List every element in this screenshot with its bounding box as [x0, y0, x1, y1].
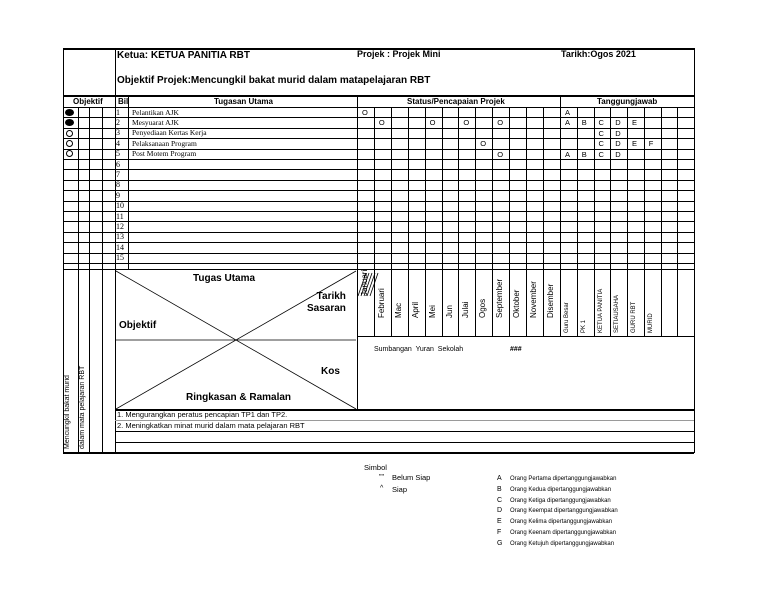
objektif-projek-label: Objektif Projek:Mencungkil bakat murid dalam matapelajaran RBT — [117, 75, 431, 86]
month-label: November — [529, 281, 538, 318]
legend-code: A — [497, 475, 502, 482]
legend-text: Orang Ketiga dipertanggungjawabkan — [510, 497, 611, 504]
task-bil: 15 — [116, 253, 124, 263]
kos-label: Sumbangan Yuran Sekolah — [374, 346, 464, 353]
x-ringkasan: Ringkasan & Ramalan — [186, 392, 292, 403]
task-name: Post Motem Program — [132, 149, 197, 159]
objektif-vertical-2: dalam mata pelajaran RBT — [79, 365, 86, 449]
task-bil: 1 — [116, 107, 120, 117]
ketua-label: Ketua: KETUA PANITIA RBT — [117, 50, 250, 61]
task-bil: 11 — [116, 211, 124, 221]
status-mark: O — [497, 118, 504, 128]
responsibility-code: C — [598, 149, 604, 159]
simbol-title: Simbol — [364, 463, 387, 472]
task-bil: 9 — [116, 190, 120, 200]
task-name: Pelaksanaan Program — [132, 138, 197, 148]
responsibility-code: D — [615, 118, 621, 128]
month-label: Ogos — [478, 298, 488, 318]
legend-code: F — [497, 529, 502, 536]
month-label: Mac — [393, 302, 403, 318]
responsibility-code: A — [565, 149, 571, 159]
col-status: Status/Pencapaian Projek — [407, 97, 505, 106]
responsibility-code: D — [615, 149, 621, 159]
ringkasan-1: 1. Mengurangkan peratus pencapian TP1 dan TP2. — [117, 410, 288, 419]
responsibility-code: D — [615, 139, 621, 149]
task-bil: 8 — [116, 180, 120, 190]
task-bil: 7 — [116, 169, 120, 179]
month-label: Disember — [545, 283, 555, 318]
responsibility-code: B — [581, 118, 587, 128]
month-label: Oktober — [512, 289, 522, 318]
responsibility-code: C — [598, 139, 604, 149]
legend-text: Orang Pertama dipertanggungjawabkan — [510, 476, 617, 482]
responsibility-code: E — [632, 118, 638, 128]
x-objektif: Objektif — [119, 320, 157, 331]
responsibility-code: B — [581, 149, 587, 159]
status-mark: O — [378, 118, 385, 128]
responsibility-code: F — [648, 139, 654, 149]
task-bil: 3 — [116, 128, 120, 138]
col-tanggungjawab: Tanggungjawab — [597, 97, 658, 106]
month-label: Julai — [461, 301, 471, 318]
belum-siap-mark: "" — [379, 474, 384, 481]
ringkasan-2: 2. Meningkatkan minat murid dalam mata pelajaran RBT — [117, 421, 305, 430]
task-bil: 5 — [116, 149, 120, 159]
status-mark: O — [362, 108, 368, 117]
responsibility-code: C — [598, 128, 604, 138]
task-bil: 2 — [116, 117, 120, 127]
role-label: GURU RBT — [631, 301, 637, 333]
task-name: Pelantikan AJK — [132, 107, 179, 117]
task-bil: 6 — [116, 159, 120, 169]
role-label: MURID — [647, 313, 654, 333]
task-bil: 12 — [116, 221, 124, 231]
task-name: Penyediaan Kertas Kerja — [132, 128, 207, 138]
month-label: April — [410, 301, 420, 318]
x-kos: Kos — [321, 366, 340, 377]
legend-code: E — [497, 518, 502, 526]
role-label: SETIAUSAHA — [614, 294, 621, 333]
status-mark: O — [497, 149, 504, 159]
task-name: Mesyuarat AJK — [132, 117, 179, 127]
responsibility-code: A — [565, 118, 571, 128]
responsibility-code: A — [565, 108, 571, 117]
col-tugasan-utama: Tugasan Utama — [214, 97, 273, 106]
role-label: KETUA PANITIA — [597, 288, 604, 333]
task-bil: 13 — [116, 232, 124, 242]
belum-siap-label: Belum Siap — [392, 473, 431, 482]
legend-text: Orang Kedua dipertanggungjawabkan — [510, 486, 612, 493]
status-mark: O — [463, 118, 470, 128]
legend-code: G — [497, 539, 503, 547]
month-label: September — [495, 278, 505, 318]
responsibility-code: E — [632, 139, 638, 149]
month-label: Mei — [427, 305, 437, 318]
task-bil: 4 — [116, 138, 120, 148]
legend-code: B — [497, 485, 502, 493]
projek-label: Projek : Projek Mini — [357, 49, 441, 59]
role-label: PK 1 — [580, 319, 587, 333]
objektif-vertical-1: Mencungkil bakat murid — [64, 375, 71, 449]
status-mark: O — [429, 118, 436, 128]
legend-text: Orang Keenam dipertanggungjawabkan — [510, 530, 617, 536]
col-bil: Bil — [118, 97, 129, 106]
siap-mark: ^ — [380, 485, 384, 492]
month-label: Februari — [376, 288, 386, 318]
tarikh-label: Tarikh:Ogos 2021 — [561, 49, 636, 59]
siap-label: Siap — [392, 485, 408, 494]
legend-text: Orang Keempat dipertanggungjawabkan — [510, 508, 618, 515]
month-label: Jun — [444, 305, 454, 318]
legend-text: Orang Kelima dipertanggungjawabkan — [510, 519, 613, 526]
x-tarikh-sasaran: Tarikh Sasaran — [307, 291, 346, 314]
kos-value: ### — [510, 346, 522, 353]
status-mark: O — [480, 139, 487, 149]
x-tugas-utama: Tugas Utama — [193, 273, 256, 284]
task-bil: 14 — [116, 242, 124, 252]
responsibility-code: C — [598, 118, 604, 128]
responsibility-code: D — [615, 128, 621, 138]
task-bil: 10 — [116, 201, 124, 211]
legend-code: D — [497, 507, 503, 515]
role-label: Guru Besar — [564, 302, 570, 333]
legend-code: C — [497, 496, 503, 504]
legend-text: Orang Ketujuh dipertanggungjawabkan — [510, 540, 615, 547]
month-label: Januari — [360, 269, 369, 296]
col-objektif: Objektif — [73, 97, 103, 106]
